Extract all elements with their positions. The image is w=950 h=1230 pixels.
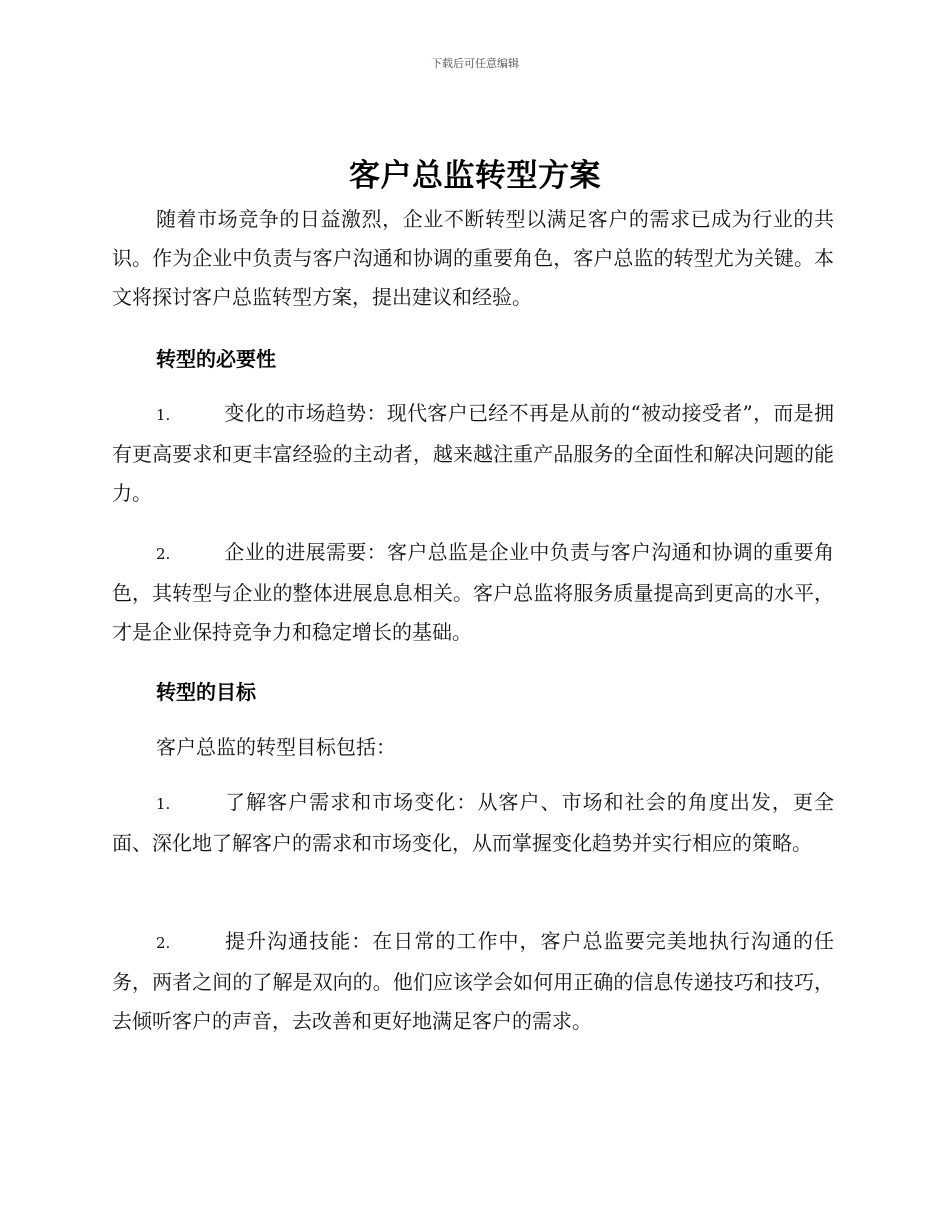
list-item-text: 企业的进展需要：客户总监是企业中负责与客户沟通和协调的重要角色，其转型与企业的整体进展息息相关。客户总监将服务质量提高到更高的水平，才是企业保持竞争力和稳定增长的基础。 bbox=[112, 540, 834, 644]
header-note: 下载后可任意编辑 bbox=[431, 57, 519, 70]
section-heading: 转型的目标 bbox=[156, 680, 256, 704]
list-item bbox=[112, 783, 834, 863]
list-number: 1. bbox=[156, 406, 171, 424]
goals-lead-paragraph: 客户总监的转型目标包括： bbox=[156, 735, 396, 759]
section-heading: 转型的必要性 bbox=[156, 347, 276, 371]
list-item bbox=[112, 394, 834, 513]
list-number: 2. bbox=[156, 545, 171, 563]
goals-item-2 bbox=[112, 922, 834, 1041]
list-number: 1. bbox=[156, 795, 171, 813]
goals-item-1 bbox=[112, 783, 834, 863]
list-item bbox=[112, 922, 834, 1041]
list-item bbox=[112, 533, 834, 652]
section-necessity bbox=[112, 340, 834, 379]
necessity-item-1 bbox=[112, 394, 834, 513]
goals-lead bbox=[112, 728, 834, 767]
list-item-text: 变化的市场趋势：现代客户已经不再是从前的“被动接受者”，而是拥有更高要求和更丰富经验的主动者，越来越注重产品服务的全面性和解决问题的能力。 bbox=[112, 401, 834, 505]
intro-paragraph: 随着市场竞争的日益激烈，企业不断转型以满足客户的需求已成为行业的共识。作为企业中负责与客户沟通和协调的重要角色，客户总监的转型尤为关键。本文将探讨客户总监转型方案，提出建议和经验。 bbox=[112, 207, 834, 309]
section-goals bbox=[112, 673, 834, 712]
list-item-text: 提升沟通技能：在日常的工作中，客户总监要完美地执行沟通的任务，两者之间的了解是双向的。他们应该学会如何用正确的信息传递技巧和技巧，去倾听客户的声音，去改善和更好地满足客户的需求。 bbox=[112, 929, 834, 1033]
necessity-item-2 bbox=[112, 533, 834, 652]
intro-block bbox=[112, 200, 834, 317]
list-item-text: 了解客户需求和市场变化：从客户、市场和社会的角度出发，更全面、深化地了解客户的需求和市场变化，从而掌握变化趋势并实行相应的策略。 bbox=[112, 790, 834, 855]
list-number: 2. bbox=[156, 934, 171, 952]
document-title: 客户总监转型方案 bbox=[349, 158, 601, 194]
